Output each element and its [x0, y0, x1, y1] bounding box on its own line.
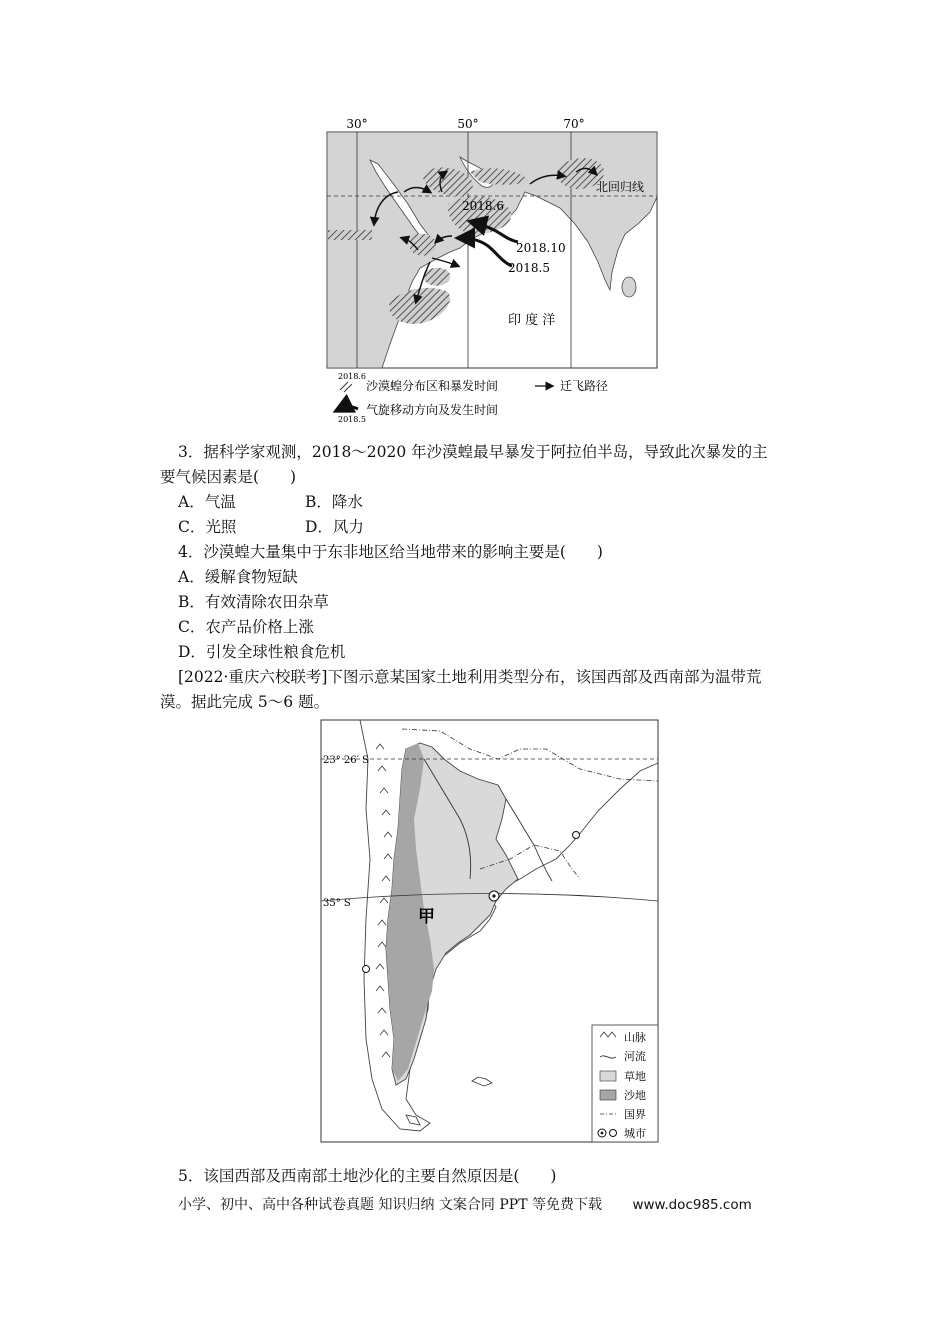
- q3-option-c: C．光照: [178, 518, 237, 536]
- cyclone-label: 2018.5: [508, 261, 550, 275]
- footer-text: 小学、初中、高中各种试卷真题 知识归纳 文案合同 PPT 等免费下载: [178, 1197, 602, 1213]
- intro-line2: 漠。据此完成 5～6 题。: [160, 693, 330, 711]
- q4-option-b: B．有效清除农田杂草: [178, 593, 329, 611]
- tropic-label: 北回归线: [596, 180, 645, 194]
- intro-line1: [2022·重庆六校联考]下图示意某国家土地利用类型分布，该国西部及西南部为温带荒: [178, 668, 762, 686]
- q3-option-d: D．风力: [305, 518, 364, 536]
- region-label: 甲: [418, 907, 435, 927]
- q5-stem: 5．该国西部及西南部土地沙化的主要自然原因是( ): [178, 1167, 557, 1185]
- legend-city: 城市: [624, 1127, 646, 1140]
- lon-label: 70°: [563, 117, 585, 131]
- footer-site-link[interactable]: www.doc985.com: [632, 1197, 752, 1213]
- q4-option-a: A．缓解食物短缺: [178, 568, 298, 586]
- q3-option-a: A．气温: [178, 493, 236, 511]
- locust-area: [328, 230, 372, 240]
- footer: [178, 1194, 752, 1214]
- legend-mountain: 山脉: [624, 1031, 646, 1044]
- q3-option-b: B．降水: [305, 493, 363, 511]
- legend-area-text: 沙漠蝗分布区和暴发时间: [366, 379, 499, 393]
- lat-label: 35° S: [323, 898, 351, 909]
- legend-migration-text: 迁飞路径: [560, 379, 609, 393]
- lat-label: 23° 26′ S: [323, 755, 369, 766]
- landuse-map-svg: [320, 719, 660, 1144]
- legend-river: 河流: [624, 1050, 646, 1063]
- q3-stem-line1: 3．据科学家观测，2018～2020 年沙漠蝗最早暴发于阿拉伯半岛，导致此次暴发的主: [178, 443, 768, 461]
- cyclone-label: 2018.10: [516, 241, 566, 255]
- q4-option-c: C．农产品价格上涨: [178, 618, 314, 636]
- lon-label: 30°: [346, 117, 368, 131]
- legend-grass: 草地: [624, 1070, 646, 1083]
- legend-area-mark: 2018.6: [338, 372, 366, 381]
- q4-option-d: D．引发全球性粮食危机: [178, 643, 346, 661]
- q3-stem-line2: 要气候因素是( ): [160, 468, 297, 486]
- cyclone-label: 2018.6: [462, 199, 504, 213]
- map1-island: [622, 277, 636, 297]
- legend-cyclone-text: 气旋移动方向及发生时间: [366, 403, 499, 417]
- legend-cyclone-mark: 2018.5: [338, 415, 366, 424]
- ocean-label: 印 度 洋: [508, 313, 556, 328]
- q4-stem: 4．沙漠蝗大量集中于东非地区给当地带来的影响主要是( ): [178, 543, 603, 561]
- legend-sand: 沙地: [624, 1089, 646, 1102]
- locust-map-svg: [320, 112, 660, 424]
- landuse-map: [320, 719, 660, 1144]
- locust-map: [320, 112, 660, 424]
- lon-label: 50°: [457, 117, 479, 131]
- legend-border: 国界: [624, 1108, 646, 1121]
